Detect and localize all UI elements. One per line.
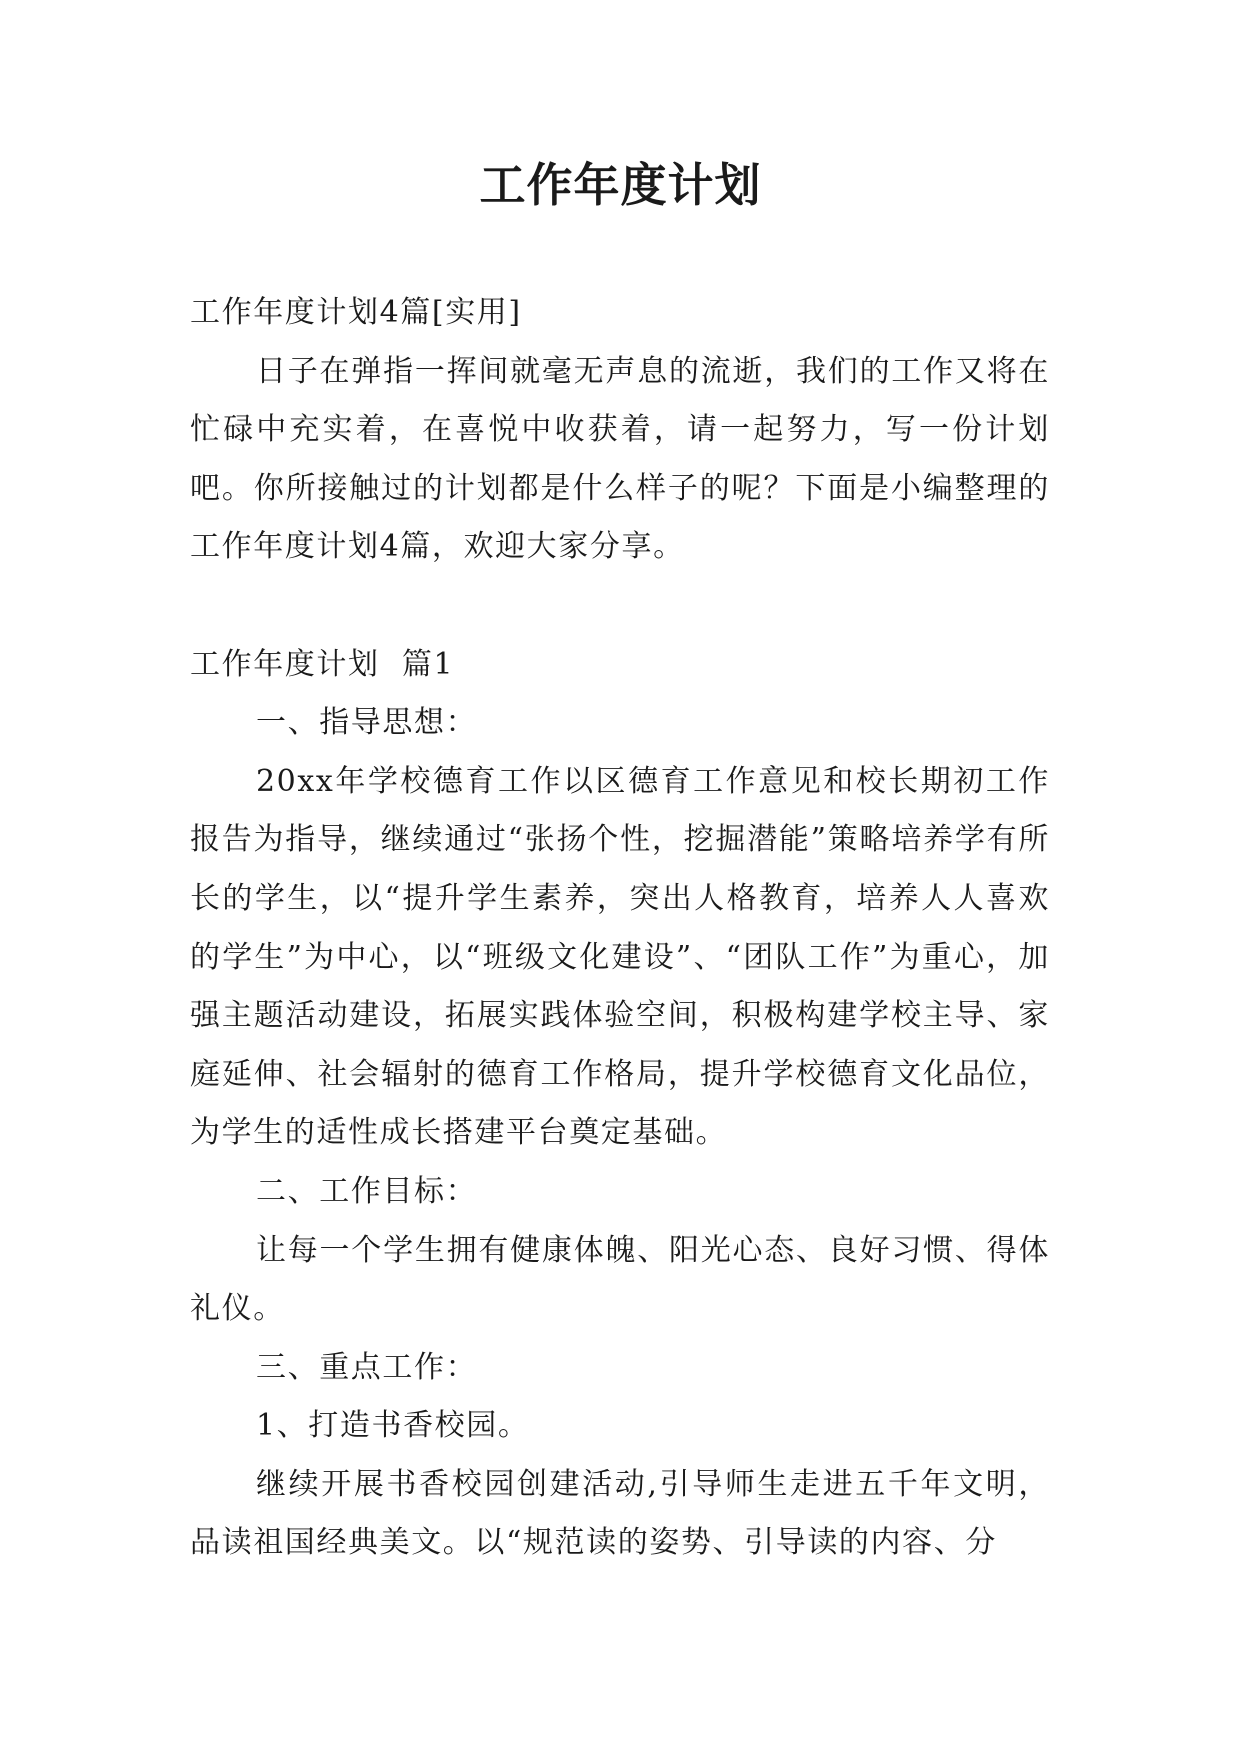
key-work-heading: 三、重点工作： [256, 1349, 478, 1385]
document-subtitle: 工作年度计划4篇[实用] [190, 295, 522, 330]
guiding-paragraph: 20xx年学校德育工作以区德育工作意见和校长期初工作报告为指导，继续通过“张扬个性，挖掘潜能”策略培养学有所长的学生，以“提升学生素养，突出人格教育，培养人人喜欢的学生”为中心，以“班级文化建设”、“团队工作”为重心，加强主题活动建设，拓展实践体验空间，积极构建学校主导、家庭延伸、社会辐射的德育工作格局，提升学校德育文化品位，为学生的适性成长搭建平台奠定基础。 [190, 763, 1050, 1151]
section-heading: 工作年度计划 篇1 [190, 646, 455, 682]
item-1-paragraph: 继续开展书香校园创建活动,引导师生走进五千年文明，品读祖国经典美文。以“规范读的姿势、引导读的内容、分 [190, 1466, 1050, 1561]
document-title: 工作年度计划 [479, 158, 762, 212]
paragraph-spacer [190, 577, 1050, 636]
intro-paragraph: 日子在弹指一挥间就毫无声息的流逝，我们的工作又将在忙碌中充实着，在喜悦中收获着，请一起努力，写一份计划吧。你所接触过的计划都是什么样子的呢？下面是小编整理的工作年度计划4篇，欢迎大家分享。 [190, 353, 1050, 565]
item-1-heading: 1、打造书香校园。 [256, 1408, 530, 1444]
goals-heading: 二、工作目标： [256, 1173, 478, 1209]
guiding-heading: 一、指导思想： [256, 705, 478, 741]
document-body [190, 284, 1050, 1573]
goals-paragraph: 让每一个学生拥有健康体魄、阳光心态、良好习惯、得体礼仪。 [190, 1232, 1050, 1327]
